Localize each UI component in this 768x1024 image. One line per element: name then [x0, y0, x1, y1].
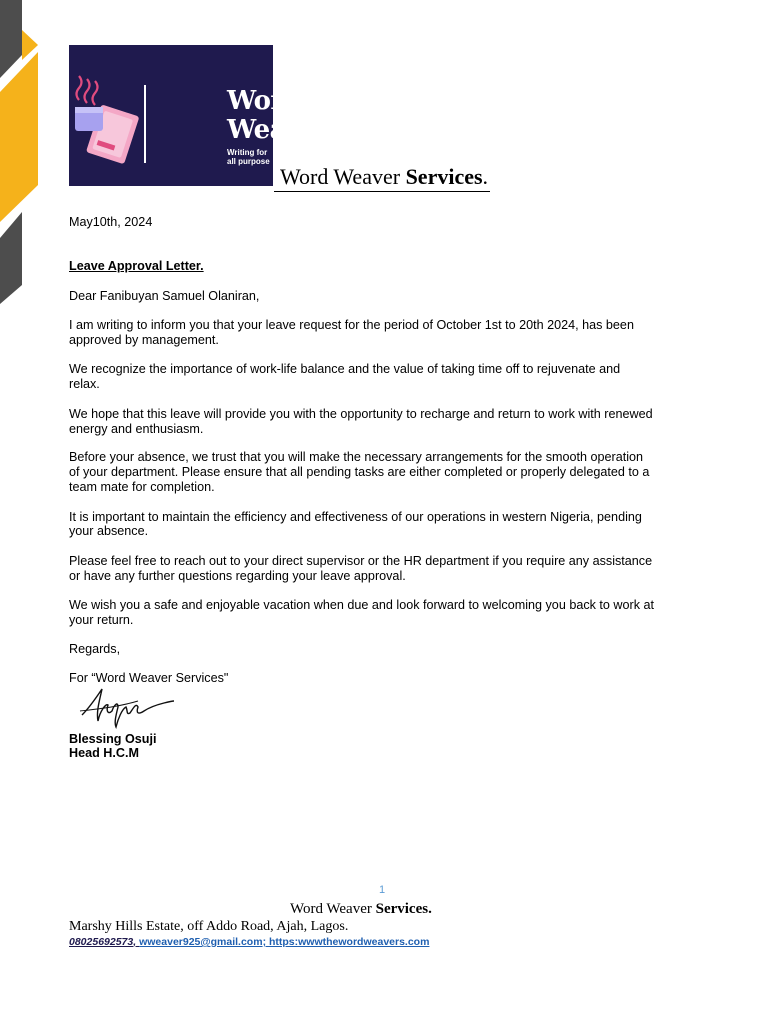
paragraph-3-line-1: We hope that this leave will provide you with the opportunity to recharge and return to work with renewed — [69, 407, 653, 421]
company-name-regular: Word Weaver — [280, 164, 401, 189]
footer-contact — [69, 936, 429, 948]
closing: Regards, — [69, 642, 121, 656]
salutation: Dear Fanibuyan Samuel Olaniran, — [69, 289, 260, 303]
on-behalf-line: For “Word Weaver Services" — [69, 671, 229, 685]
logo-tagline: Writing for all purpose — [227, 148, 270, 166]
paragraph-3-line-2: energy and enthusiasm. — [69, 422, 204, 436]
signer-name: Blessing Osuji — [69, 732, 157, 746]
letter-date: May10th, 2024 — [69, 215, 153, 229]
paragraph-4-line-3: team mate for completion. — [69, 480, 215, 494]
paragraph-6-line-1: Please feel free to reach out to your direct supervisor or the HR department if you require any assistance — [69, 554, 653, 568]
company-logo — [69, 45, 330, 186]
logo-word-1: Word — [227, 86, 302, 116]
paragraph-1-line-1: I am writing to inform you that your leave request for the period of October 1st to 20th 2024, has been — [69, 318, 634, 332]
website-link[interactable]: https:wwwthewordweavers.com — [268, 936, 430, 948]
logo-word-2: Weaver — [227, 115, 330, 145]
paragraph-5-line-1: It is important to maintain the efficiency and effectiveness of our operations in western Nigeria, pending — [69, 510, 642, 524]
signer-title: Head H.C.M — [69, 746, 139, 760]
paragraph-4-line-2: of your department. Please ensure that all pending tasks are either completed or properly delegated to a — [69, 465, 650, 479]
paragraph-1-line-2: approved by management. — [69, 333, 219, 347]
company-name-bold: Services — [405, 164, 483, 189]
paragraph-7-line-2: your return. — [69, 613, 134, 627]
paragraph-2-line-2: relax. — [69, 377, 100, 391]
paragraph-7-line-1: We wish you a safe and enjoyable vacation when due and look forward to welcoming you back to work at — [69, 598, 655, 612]
company-heading — [274, 164, 490, 192]
email-link[interactable]: wweaver925@gmail.com — [139, 936, 263, 948]
company-name-period: . — [482, 164, 489, 189]
decorative-side-shapes — [0, 0, 45, 310]
contact-separator-2: ; — [262, 936, 269, 948]
footer-company-regular: Word Weaver — [290, 901, 372, 917]
phone-link[interactable]: 08025692573 — [69, 936, 134, 948]
paragraph-2-line-1: We recognize the importance of work-life balance and the value of taking time off to rejuvenate and — [69, 362, 621, 376]
paragraph-5-line-2: your absence. — [69, 524, 149, 538]
letter-heading: Leave Approval Letter. — [69, 259, 204, 273]
footer-company — [290, 901, 432, 918]
handwritten-signature — [78, 685, 178, 731]
footer-company-bold: Services. — [375, 901, 432, 917]
page-number: 1 — [379, 884, 386, 896]
paragraph-4-line-1: Before your absence, we trust that you will make the necessary arrangements for the smooth operation — [69, 450, 644, 464]
contact-separator-1: , — [133, 936, 140, 948]
paragraph-6-line-2: or have any further questions regarding your leave approval. — [69, 569, 406, 583]
footer-address: Marshy Hills Estate, off Addo Road, Ajah, Lagos. — [69, 919, 349, 934]
